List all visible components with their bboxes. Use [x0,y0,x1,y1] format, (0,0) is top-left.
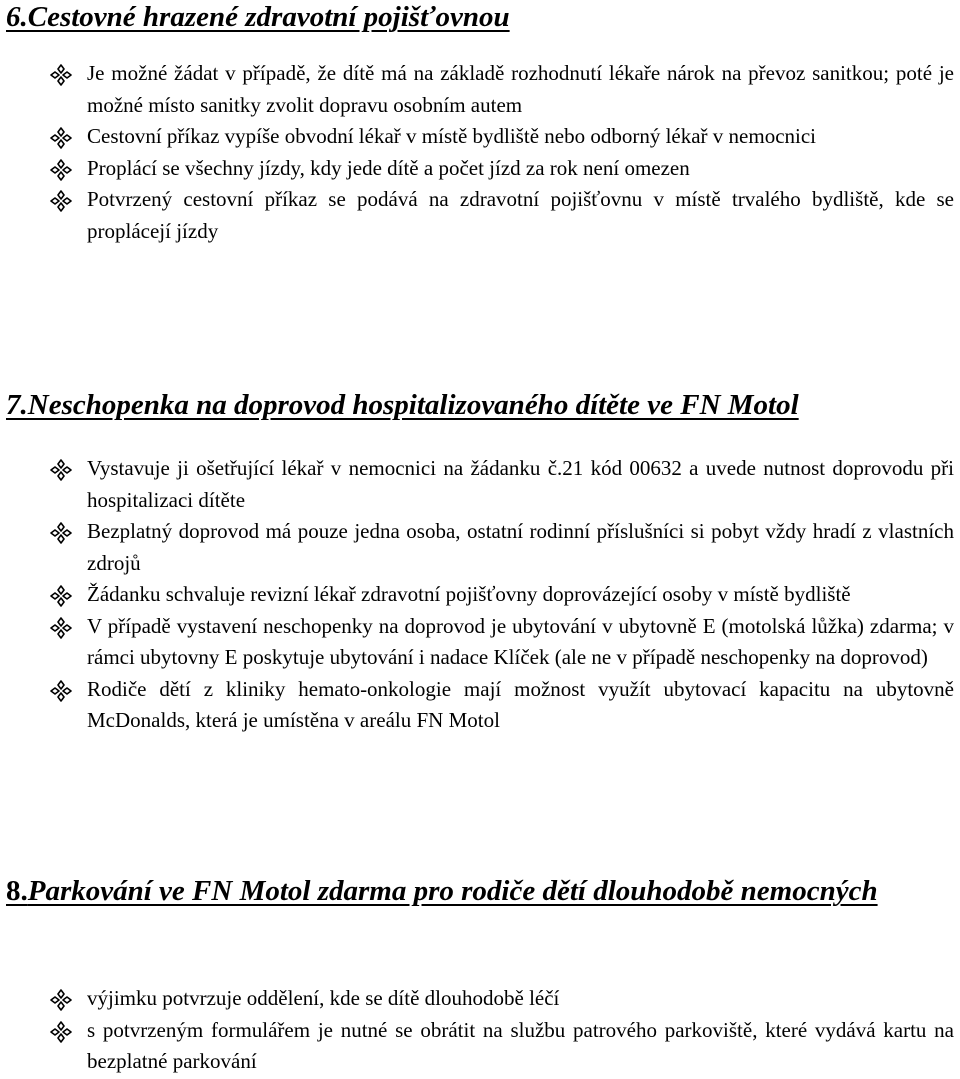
list-item [0,121,960,153]
four-diamond-bullet-icon [50,522,72,544]
list-item [0,58,960,121]
list-item [0,184,960,247]
list-item-text: Žádanku schvaluje revizní lékař zdravotní pojišťovny doprovázející osoby v místě bydliště [87,582,851,606]
four-diamond-bullet-icon [50,64,72,86]
list-item-text: Rodiče dětí z kliniky hemato-onkologie mají možnost využít ubytovací kapacitu na ubytovně McDonalds, která je umístěna v areálu FN Motol [87,676,954,732]
section-6-list [0,58,960,247]
list-item-text: s potvrzeným formulářem je nutné se obrátit na službu patrového parkoviště, které vydává kartu na bezplatné parkování [87,1017,954,1073]
list-item-text: V případě vystavení neschopenky na doprovod je ubytování v ubytovně E (motolská lůžka) zdarma; v rámci ubytovny E poskytuje ubytování i nadace Klíček (ale ne v případě neschopenky na doprovod) [87,613,954,669]
four-diamond-bullet-icon [50,617,72,639]
list-item-text: Bezplatný doprovod má pouze jedna osoba, ostatní rodinní příslušníci si pobyt vždy hradí z vlastních zdrojů [87,519,954,575]
four-diamond-bullet-icon [50,1021,72,1043]
four-diamond-bullet-icon [50,989,72,1011]
four-diamond-bullet-icon [50,190,72,212]
list-item [0,153,960,185]
list-item [0,1015,960,1078]
section-8-list [0,983,960,1078]
list-item-text: Proplácí se všechny jízdy, kdy jede dítě a počet jízd za rok není omezen [87,155,690,180]
four-diamond-bullet-icon [50,680,72,702]
four-diamond-bullet-icon [50,585,72,607]
four-diamond-bullet-icon [50,459,72,481]
four-diamond-bullet-icon [50,159,72,181]
section-8-heading [6,874,956,909]
list-item [0,983,960,1015]
section-8-number: 8. [6,875,28,907]
list-item-text: Potvrzený cestovní příkaz se podává na zdravotní pojišťovnu v místě trvalého bydliště, kde se proplácejí jízdy [87,187,954,243]
section-8-title: Parkování ve FN Motol zdarma pro rodiče dětí dlouhodobě nemocných [27,875,878,907]
section-7-list [0,453,960,737]
list-item [0,453,960,516]
section-7-heading: 7.Neschopenka na doprovod hospitalizovaného dítěte ve FN Motol [6,389,799,421]
section-6-heading: 6.Cestovné hrazené zdravotní pojišťovnou [6,1,510,33]
list-item [0,579,960,611]
list-item-text: Vystavuje ji ošetřující lékař v nemocnici na žádanku č.21 kód 00632 a uvede nutnost doprovodu při hospitalizaci dítěte [87,456,954,512]
list-item [0,611,960,674]
list-item-text: Je možné žádat v případě, že dítě má na základě rozhodnutí lékaře nárok na převoz sanitkou; poté je možné místo sanitky zvolit dopravu osobním autem [87,61,954,117]
list-item [0,674,960,737]
four-diamond-bullet-icon [50,127,72,149]
list-item [0,516,960,579]
list-item-text: Cestovní příkaz vypíše obvodní lékař v místě bydliště nebo odborný lékař v nemocnici [87,124,817,148]
list-item-text: výjimku potvrzuje oddělení, kde se dítě dlouhodobě léčí [87,986,560,1010]
